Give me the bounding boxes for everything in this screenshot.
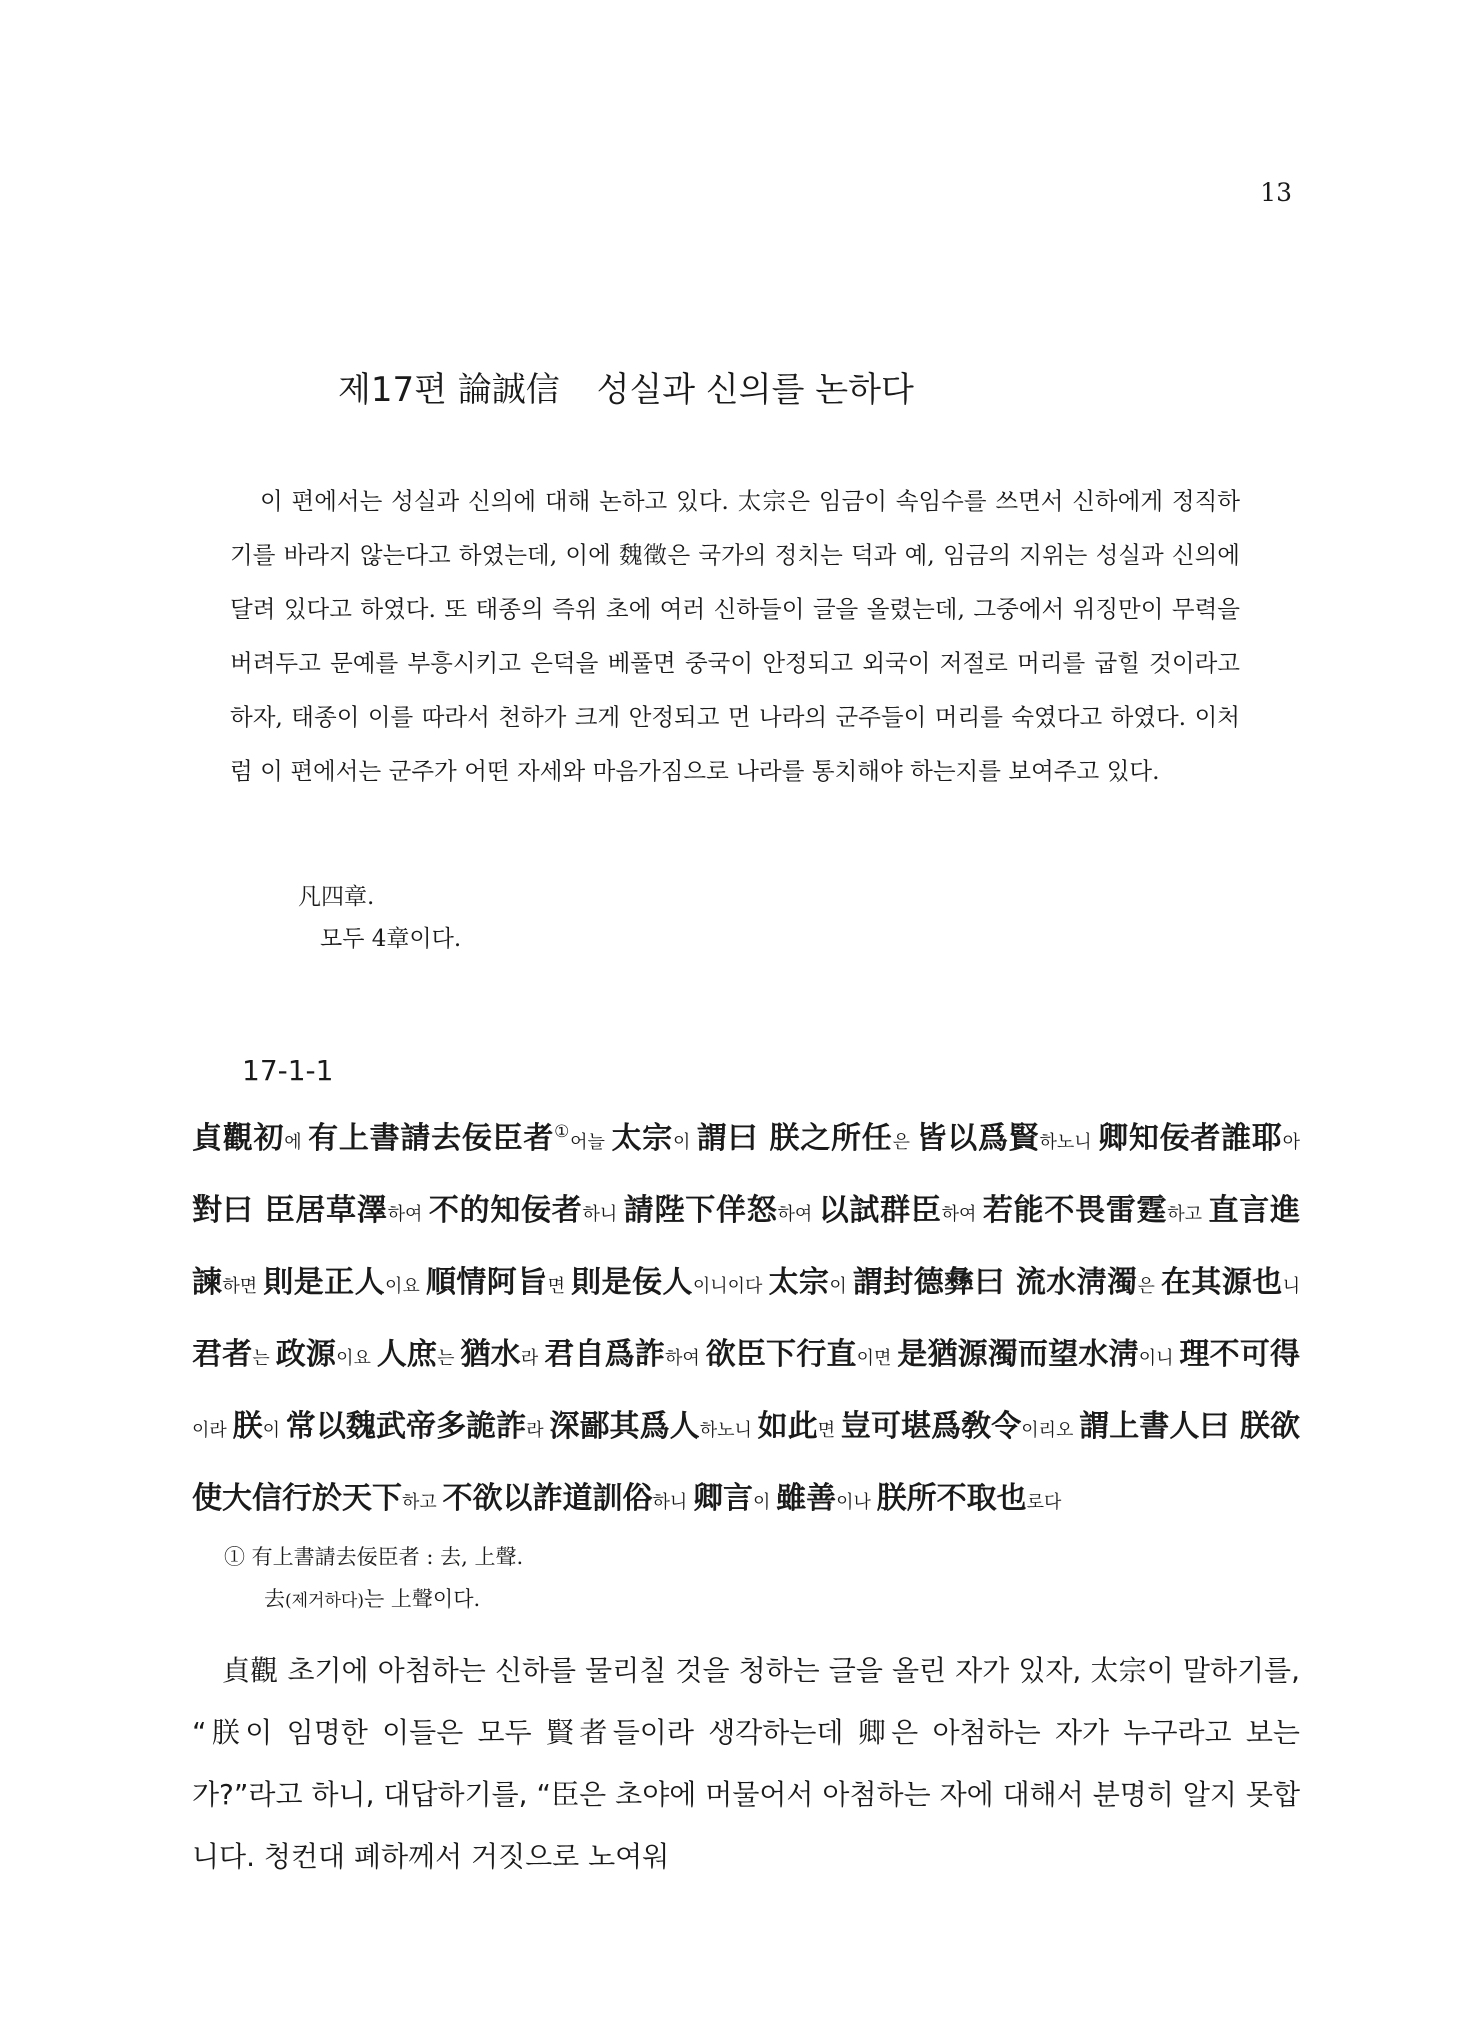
hanja-phrase: 順情阿旨 (425, 1265, 548, 1300)
korean-particle: 라 (520, 1348, 545, 1369)
korean-particle: 하여 (777, 1204, 819, 1225)
hanja-phrase: 豈可堪爲敎令 (840, 1409, 1022, 1444)
korean-particle: 하여 (941, 1204, 983, 1225)
korean-particle: 면 (817, 1420, 841, 1441)
hanja-phrase: 皆以爲賢 (916, 1121, 1040, 1156)
korean-particle: 이니이다 (692, 1276, 769, 1297)
hanja-phrase: 君者 (192, 1337, 253, 1372)
hanja-phrase: 是猶源濁而望水淸 (897, 1337, 1139, 1372)
chapter-count-original: 凡四章. (298, 884, 375, 910)
footnote-translation (264, 1578, 523, 1622)
korean-particle: 어늘 (570, 1132, 612, 1153)
hanja-phrase: 政源 (275, 1337, 337, 1372)
korean-particle: 이 (672, 1132, 697, 1153)
korean-particle: 니 (1282, 1276, 1301, 1297)
original-text (192, 1098, 1300, 1537)
hanja-phrase: 則是佞人 (571, 1265, 693, 1300)
korean-particle: 하여 (387, 1204, 429, 1225)
korean-particle: 이나 (836, 1492, 877, 1513)
korean-particle: 하노니 (699, 1420, 758, 1441)
page-number: 13 (1260, 178, 1292, 207)
korean-particle: 이요 (336, 1348, 377, 1369)
korean-particle: 이 (829, 1276, 853, 1297)
hanja-phrase: 卿知佞者誰耶 (1098, 1121, 1283, 1156)
korean-particle: 에 (284, 1132, 309, 1153)
hanja-phrase: 對曰 臣居草澤 (192, 1193, 388, 1228)
footnote-original: ① 有上書請去佞臣者 : 去, 上聲. (224, 1545, 524, 1569)
chapter-count-translation: 모두 4章이다. (320, 926, 462, 952)
footnote-translation-rest: 는 上聲이다. (363, 1587, 481, 1611)
korean-particle: 면 (547, 1276, 572, 1297)
hanja-phrase: 以試群臣 (818, 1193, 942, 1228)
korean-particle: 은 (1137, 1276, 1162, 1297)
footnote-marker: ① (554, 1122, 571, 1142)
korean-particle: 이리오 (1021, 1420, 1080, 1441)
chapter-title-hanja: 論誠信 (457, 370, 560, 410)
hanja-phrase: 則是正人 (263, 1265, 386, 1300)
hanja-phrase: 太宗 (611, 1121, 673, 1156)
hanja-phrase: 有上書請去佞臣者 (308, 1121, 555, 1156)
hanja-phrase: 常以魏武帝多詭詐 (285, 1409, 527, 1444)
korean-particle: 이 (753, 1492, 777, 1513)
korean-particle: 하노니 (1039, 1132, 1099, 1153)
korean-particle: 하고 (1167, 1204, 1209, 1225)
korean-particle: 는 (437, 1348, 461, 1369)
chapter-title-korean: 성실과 신의를 논하다 (596, 370, 914, 410)
chapter-summary: 이 편에서는 성실과 신의에 대해 논하고 있다. 太宗은 임금이 속임수를 쓰면서 신하에게 정직하기를 바라지 않는다고 하였는데, 이에 魏徵은 국가의 정치는 덕과 예, 임금의 지위는 성실과 신의에 달려 있다고 하였다. 또 태종의 즉위 초에 여러 신하들이 글을 올렸는데, 그중에서 위징만이 무력을 버려두고 문예를 부흥시키고 은덕을 베풀면 중국이 안정되고 외국이 저절로 머리를 굽힐 것이라고 하자, 태종이 이를 따라서 천하가 크게 안정되고 먼 나라의 군주들이 머리를 숙였다고 하였다. 이처럼 이 편에서는 군주가 어떤 자세와 마음가짐으로 나라를 통치해야 하는지를 보여주고 있다. (230, 487, 1240, 785)
chapter-number: 제17편 (338, 370, 447, 410)
korean-particle: 로다 (1026, 1492, 1062, 1513)
hanja-phrase: 欲臣下行直 (705, 1337, 857, 1372)
hanja-phrase: 直言進諫 (192, 1193, 1301, 1300)
korean-particle: 이니 (1138, 1348, 1180, 1369)
hanja-phrase: 謂封德彝曰 流水淸濁 (852, 1265, 1138, 1300)
korean-particle: 이 (262, 1420, 286, 1441)
section-number: 17-1-1 (242, 1054, 334, 1087)
korean-particle: 은 (892, 1132, 917, 1153)
chapter-title (338, 362, 914, 411)
footnote-translation-gloss: (제거하다) (285, 1591, 364, 1611)
hanja-phrase: 不欲以詐道訓俗 (442, 1481, 653, 1516)
korean-particle: 이요 (385, 1276, 426, 1297)
korean-particle: 하고 (402, 1492, 443, 1513)
hanja-phrase: 謂曰 朕之所任 (696, 1121, 893, 1156)
hanja-phrase: 貞觀初 (192, 1121, 285, 1156)
korean-particle: 이면 (856, 1348, 898, 1369)
korean-particle: 이라 (192, 1420, 233, 1441)
hanja-phrase: 若能不畏雷霆 (982, 1193, 1168, 1228)
hanja-phrase: 猶水 (460, 1337, 521, 1372)
korean-particle: 하면 (222, 1276, 264, 1297)
hanja-phrase: 人庶 (376, 1337, 438, 1372)
hanja-phrase: 太宗 (768, 1265, 830, 1300)
translation-text: 貞觀 초기에 아첨하는 신하를 물리칠 것을 청하는 글을 올린 자가 있자, 太宗이 말하기를, “朕이 임명한 이들은 모두 賢者들이라 생각하는데 卿은 아첨하는 자가 누구라고 보는가?”라고 하니, 대답하기를, “臣은 초야에 머물어서 아첨하는 자에 대해서 분명히 알지 못합니다. 청컨대 폐하께서 거짓으로 노여워 (192, 1654, 1300, 1873)
hanja-phrase: 不的知佞者 (428, 1193, 583, 1228)
chapter-count (298, 876, 461, 960)
korean-particle: 는 (252, 1348, 276, 1369)
footnote (224, 1536, 523, 1622)
footnote-translation-prefix: 去 (264, 1587, 285, 1611)
hanja-phrase: 謂上書人曰 朕欲使大信行於天下 (192, 1409, 1301, 1516)
hanja-phrase: 請陛下佯怒 (623, 1193, 778, 1228)
korean-particle: 라 (526, 1420, 550, 1441)
hanja-phrase: 君自爲詐 (544, 1337, 665, 1372)
hanja-phrase: 朕所不取也 (876, 1481, 1027, 1516)
hanja-phrase: 理不可得 (1179, 1337, 1301, 1372)
hanja-phrase: 朕 (232, 1409, 263, 1444)
korean-particle: 하니 (652, 1492, 693, 1513)
korean-particle: 아 (1282, 1132, 1301, 1153)
korean-particle: 하여 (664, 1348, 706, 1369)
hanja-phrase: 卿言 (693, 1481, 753, 1516)
korean-particle: 하니 (582, 1204, 624, 1225)
hanja-phrase: 在其源也 (1161, 1265, 1283, 1300)
hanja-phrase: 雖善 (776, 1481, 837, 1516)
hanja-phrase: 深鄙其爲人 (549, 1409, 700, 1444)
hanja-phrase: 如此 (757, 1409, 818, 1444)
